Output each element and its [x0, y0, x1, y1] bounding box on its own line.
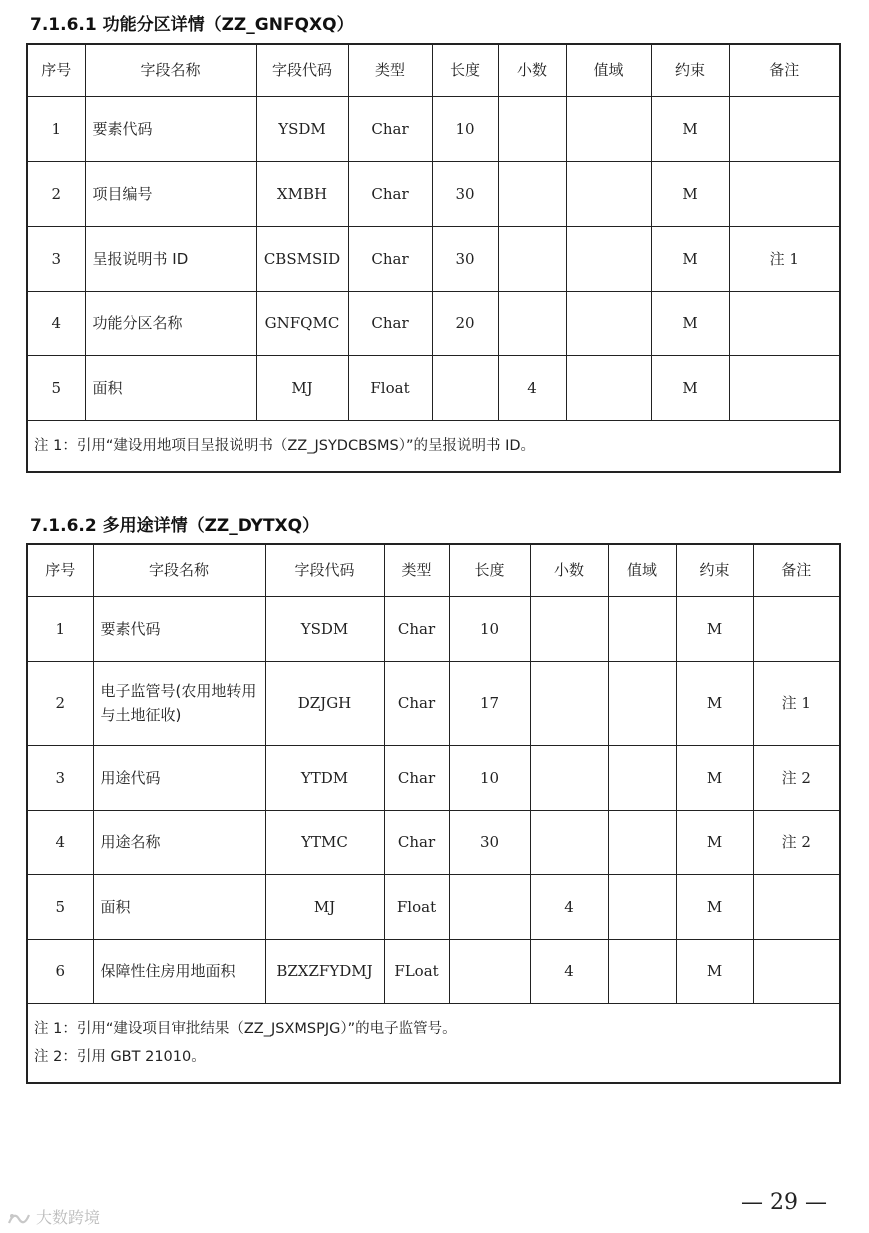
table-cell: 4 [530, 874, 608, 939]
table-row [27, 939, 840, 1003]
table-header-row [27, 44, 840, 96]
table-cell: Char [384, 745, 449, 810]
table-cell: 4 [530, 939, 608, 1003]
table-cell: 面积 [93, 874, 265, 939]
table-cell [608, 745, 676, 810]
table-cell [432, 355, 498, 420]
table-cell [753, 596, 840, 661]
table-cell [566, 291, 651, 355]
table-cell: Char [384, 596, 449, 661]
table-header-row [27, 544, 840, 596]
table-cell [449, 874, 530, 939]
table-cell: 功能分区名称 [85, 291, 256, 355]
table-cell [530, 596, 608, 661]
header-cell: 值域 [566, 44, 651, 96]
table-cell: M [676, 661, 753, 745]
table-cell: 5 [27, 355, 85, 420]
table-cell: Float [348, 355, 432, 420]
table-row [27, 874, 840, 939]
table-cell: 1 [27, 596, 93, 661]
table-cell: FLoat [384, 939, 449, 1003]
table-cell: 1 [27, 96, 85, 161]
table-cell: 30 [432, 161, 498, 226]
table-cell: 2 [27, 161, 85, 226]
table-cell: 3 [27, 745, 93, 810]
table-cell [608, 810, 676, 874]
table-row [27, 161, 840, 226]
notes-row [27, 1003, 840, 1083]
table-cell: 注 1 [729, 226, 840, 291]
header-cell: 字段代码 [256, 44, 348, 96]
table-cell: M [676, 596, 753, 661]
header-cell: 约束 [651, 44, 729, 96]
table-cell: CBSMSID [256, 226, 348, 291]
table-cell [608, 939, 676, 1003]
table-cell [729, 161, 840, 226]
table-row [27, 810, 840, 874]
table-row [27, 226, 840, 291]
notes-row [27, 420, 840, 472]
table-cell: 面积 [85, 355, 256, 420]
notes-cell [27, 420, 840, 472]
table-cell [498, 161, 566, 226]
table-cell: 3 [27, 226, 85, 291]
header-cell: 字段名称 [85, 44, 256, 96]
table-cell: XMBH [256, 161, 348, 226]
header-cell: 类型 [384, 544, 449, 596]
table-cell: 17 [449, 661, 530, 745]
functional-zone-table [26, 43, 841, 473]
table-cell: M [651, 226, 729, 291]
table-row [27, 745, 840, 810]
table-row [27, 596, 840, 661]
table-cell: BZXZFYDMJ [265, 939, 384, 1003]
table-cell [608, 661, 676, 745]
table-cell: M [676, 874, 753, 939]
table-cell: 项目编号 [85, 161, 256, 226]
table-cell: 用途名称 [93, 810, 265, 874]
table-cell [530, 810, 608, 874]
table-cell: Char [384, 810, 449, 874]
table-row [27, 355, 840, 420]
table-cell [566, 355, 651, 420]
table-cell [498, 291, 566, 355]
header-cell: 字段代码 [265, 544, 384, 596]
table-cell: 注 2 [753, 745, 840, 810]
watermark-text: 大数跨境 [36, 1208, 101, 1227]
table-cell: MJ [256, 355, 348, 420]
header-cell: 备注 [729, 44, 840, 96]
section-title-functional-zone: 7.1.6.1 功能分区详情（ZZ_GNFQXQ） [30, 15, 354, 35]
page-number: — 29 — [741, 1190, 827, 1215]
table-cell: 用途代码 [93, 745, 265, 810]
table-cell: 10 [449, 745, 530, 810]
table-cell: 4 [27, 810, 93, 874]
header-cell: 长度 [432, 44, 498, 96]
header-cell: 小数 [530, 544, 608, 596]
table-cell: 20 [432, 291, 498, 355]
table-cell: 要素代码 [93, 596, 265, 661]
table-cell: Char [384, 661, 449, 745]
table-cell: 呈报说明书 ID [85, 226, 256, 291]
header-cell: 备注 [753, 544, 840, 596]
table-cell: 要素代码 [85, 96, 256, 161]
table-cell [498, 96, 566, 161]
table-cell: YTMC [265, 810, 384, 874]
header-cell: 序号 [27, 544, 93, 596]
table-cell [753, 874, 840, 939]
table-cell: GNFQMC [256, 291, 348, 355]
table-cell [449, 939, 530, 1003]
table-cell: M [651, 161, 729, 226]
table-cell: 10 [449, 596, 530, 661]
table-row [27, 96, 840, 161]
table-cell: Char [348, 96, 432, 161]
table-cell: YSDM [265, 596, 384, 661]
note-line: 注 1：引用“建设用地项目呈报说明书（ZZ_JSYDCBSMS）”的呈报说明书 ID。 [34, 437, 536, 454]
table-cell: Char [348, 161, 432, 226]
header-cell: 小数 [498, 44, 566, 96]
table-cell: M [676, 939, 753, 1003]
table-cell: YSDM [256, 96, 348, 161]
note-line: 注 2：引用 GBT 21010。 [34, 1048, 206, 1065]
watermark-logo-icon [6, 1209, 32, 1229]
table-cell: Char [348, 291, 432, 355]
section-title-multi-use: 7.1.6.2 多用途详情（ZZ_DYTXQ） [30, 516, 320, 536]
header-cell: 字段名称 [93, 544, 265, 596]
table-cell: M [651, 355, 729, 420]
table-cell: 6 [27, 939, 93, 1003]
table-cell [729, 96, 840, 161]
table-cell: YTDM [265, 745, 384, 810]
table-cell: M [651, 291, 729, 355]
table-cell [498, 226, 566, 291]
table-cell [530, 745, 608, 810]
table-cell: 2 [27, 661, 93, 745]
note-line: 注 1：引用“建设项目审批结果（ZZ_JSXMSPJG）”的电子监管号。 [34, 1020, 457, 1037]
table-cell [566, 226, 651, 291]
table-row [27, 661, 840, 745]
table-cell: 注 2 [753, 810, 840, 874]
table-cell: 5 [27, 874, 93, 939]
table-cell: 30 [432, 226, 498, 291]
header-cell: 约束 [676, 544, 753, 596]
table-cell [566, 161, 651, 226]
table-cell: M [676, 810, 753, 874]
table-cell: M [651, 96, 729, 161]
table-cell [729, 291, 840, 355]
header-cell: 类型 [348, 44, 432, 96]
header-cell: 长度 [449, 544, 530, 596]
table-cell [530, 661, 608, 745]
table-cell [608, 874, 676, 939]
table-cell: M [676, 745, 753, 810]
table-cell: 4 [498, 355, 566, 420]
multi-use-table [26, 543, 841, 1084]
table-cell: Char [348, 226, 432, 291]
notes-cell [27, 1003, 840, 1083]
table-cell: MJ [265, 874, 384, 939]
table-cell [753, 939, 840, 1003]
table-cell: Float [384, 874, 449, 939]
table-cell: 4 [27, 291, 85, 355]
table-cell [729, 355, 840, 420]
table-row [27, 291, 840, 355]
watermark [6, 1205, 100, 1229]
table-cell: 30 [449, 810, 530, 874]
table-cell: DZJGH [265, 661, 384, 745]
table-cell [566, 96, 651, 161]
table-cell [608, 596, 676, 661]
table-cell: 保障性住房用地面积 [93, 939, 265, 1003]
table-cell: 10 [432, 96, 498, 161]
table-cell: 注 1 [753, 661, 840, 745]
table-cell: 电子监管号(农用地转用与土地征收) [93, 661, 265, 745]
header-cell: 序号 [27, 44, 85, 96]
header-cell: 值域 [608, 544, 676, 596]
